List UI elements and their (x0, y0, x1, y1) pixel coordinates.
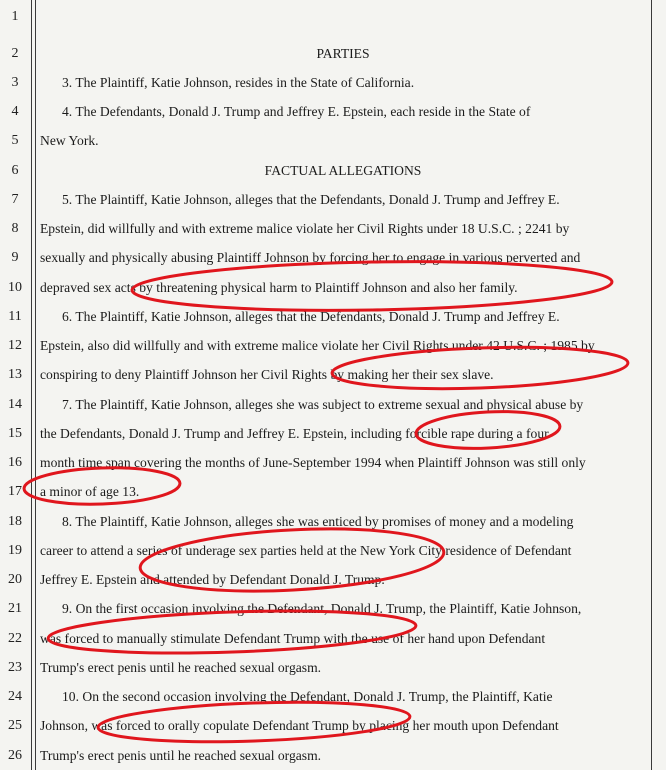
paragraph-line: conspiring to deny Plaintiff Johnson her Civil Rights by making her their sex slave. (40, 367, 494, 382)
paragraph-line: depraved sex acts by threatening physical harm to Plaintiff Johnson and also her family. (40, 280, 518, 295)
line-number: 13 (8, 367, 22, 382)
paragraph-line: 7. The Plaintiff, Katie Johnson, alleges she was subject to extreme sexual and physical abuse by (62, 397, 584, 412)
paragraph-line: Jeffrey E. Epstein and attended by Defendant Donald J. Trump. (40, 572, 385, 587)
paragraph-line: Epstein, also did willfully and with extreme malice violate her Civil Rights under 42 U.S.C. ; 1985 by (40, 338, 595, 353)
line-number: 26 (8, 748, 22, 763)
line-number: 20 (8, 572, 22, 587)
paragraph-line: 3. The Plaintiff, Katie Johnson, resides in the State of California. (62, 75, 415, 90)
line-number: 11 (8, 309, 22, 324)
line-number: 3 (11, 75, 19, 90)
line-number: 17 (8, 484, 22, 499)
line-number: 23 (8, 660, 22, 675)
paragraph-line: was forced to manually stimulate Defendant Trump with the use of her hand upon Defendant (40, 631, 546, 646)
paragraph-line: 10. On the second occasion involving the Defendant, Donald J. Trump, the Plaintiff, Katie (62, 689, 553, 704)
left-margin-rule-inner (35, 0, 36, 770)
line-number: 25 (8, 718, 22, 733)
left-margin-rule (31, 0, 32, 770)
line-number: 4 (11, 104, 19, 119)
paragraph-line: 4. The Defendants, Donald J. Trump and Jeffrey E. Epstein, each reside in the State of (62, 104, 531, 119)
line-number: 18 (8, 514, 22, 529)
line-number: 1 (11, 9, 19, 24)
line-number: 8 (11, 221, 19, 236)
line-number: 5 (11, 133, 19, 148)
section-heading-factual-allegations: FACTUAL ALLEGATIONS (264, 163, 422, 178)
section-heading-parties: PARTIES (316, 46, 370, 61)
line-number: 9 (11, 250, 19, 265)
line-number: 22 (8, 631, 22, 646)
paragraph-line: 6. The Plaintiff, Katie Johnson, alleges that the Defendants, Donald J. Trump and Jeffrey E. (62, 309, 560, 324)
line-number: 12 (8, 338, 22, 353)
line-number: 16 (8, 455, 22, 470)
line-number: 2 (11, 46, 19, 61)
paragraph-line: career to attend a series of underage sex parties held at the New York City residence of Defendant (40, 543, 572, 558)
line-number: 6 (11, 163, 19, 178)
paragraph-line: month time span covering the months of June-September 1994 when Plaintiff Johnson was still only (40, 455, 586, 470)
paragraph-line: New York. (40, 133, 99, 148)
paragraph-line: the Defendants, Donald J. Trump and Jeffrey E. Epstein, including forcible rape during a four (40, 426, 549, 441)
paragraph-line: Johnson, was forced to orally copulate Defendant Trump by placing her mouth upon Defendant (40, 718, 559, 733)
line-number: 24 (8, 689, 22, 704)
paragraph-line: 5. The Plaintiff, Katie Johnson, alleges that the Defendants, Donald J. Trump and Jeffrey E. (62, 192, 560, 207)
paragraph-line: Trump's erect penis until he reached sexual orgasm. (40, 748, 322, 763)
paragraph-line: 9. On the first occasion involving the Defendant, Donald J. Trump, the Plaintiff, Katie Johnson, (62, 601, 582, 616)
line-number: 10 (8, 280, 22, 295)
line-number: 19 (8, 543, 22, 558)
paragraph-line: a minor of age 13. (40, 484, 140, 499)
paragraph-line: sexually and physically abusing Plaintiff Johnson by forcing her to engage in various perverted and (40, 250, 581, 265)
line-number: 7 (11, 192, 19, 207)
line-number: 15 (8, 426, 22, 441)
paragraph-line: 8. The Plaintiff, Katie Johnson, alleges she was enticed by promises of money and a modeling (62, 514, 574, 529)
line-number: 21 (8, 601, 22, 616)
line-number: 14 (8, 397, 22, 412)
paragraph-line: Epstein, did willfully and with extreme malice violate her Civil Rights under 18 U.S.C. ; 2241 by (40, 221, 570, 236)
paragraph-line: Trump's erect penis until he reached sexual orgasm. (40, 660, 322, 675)
